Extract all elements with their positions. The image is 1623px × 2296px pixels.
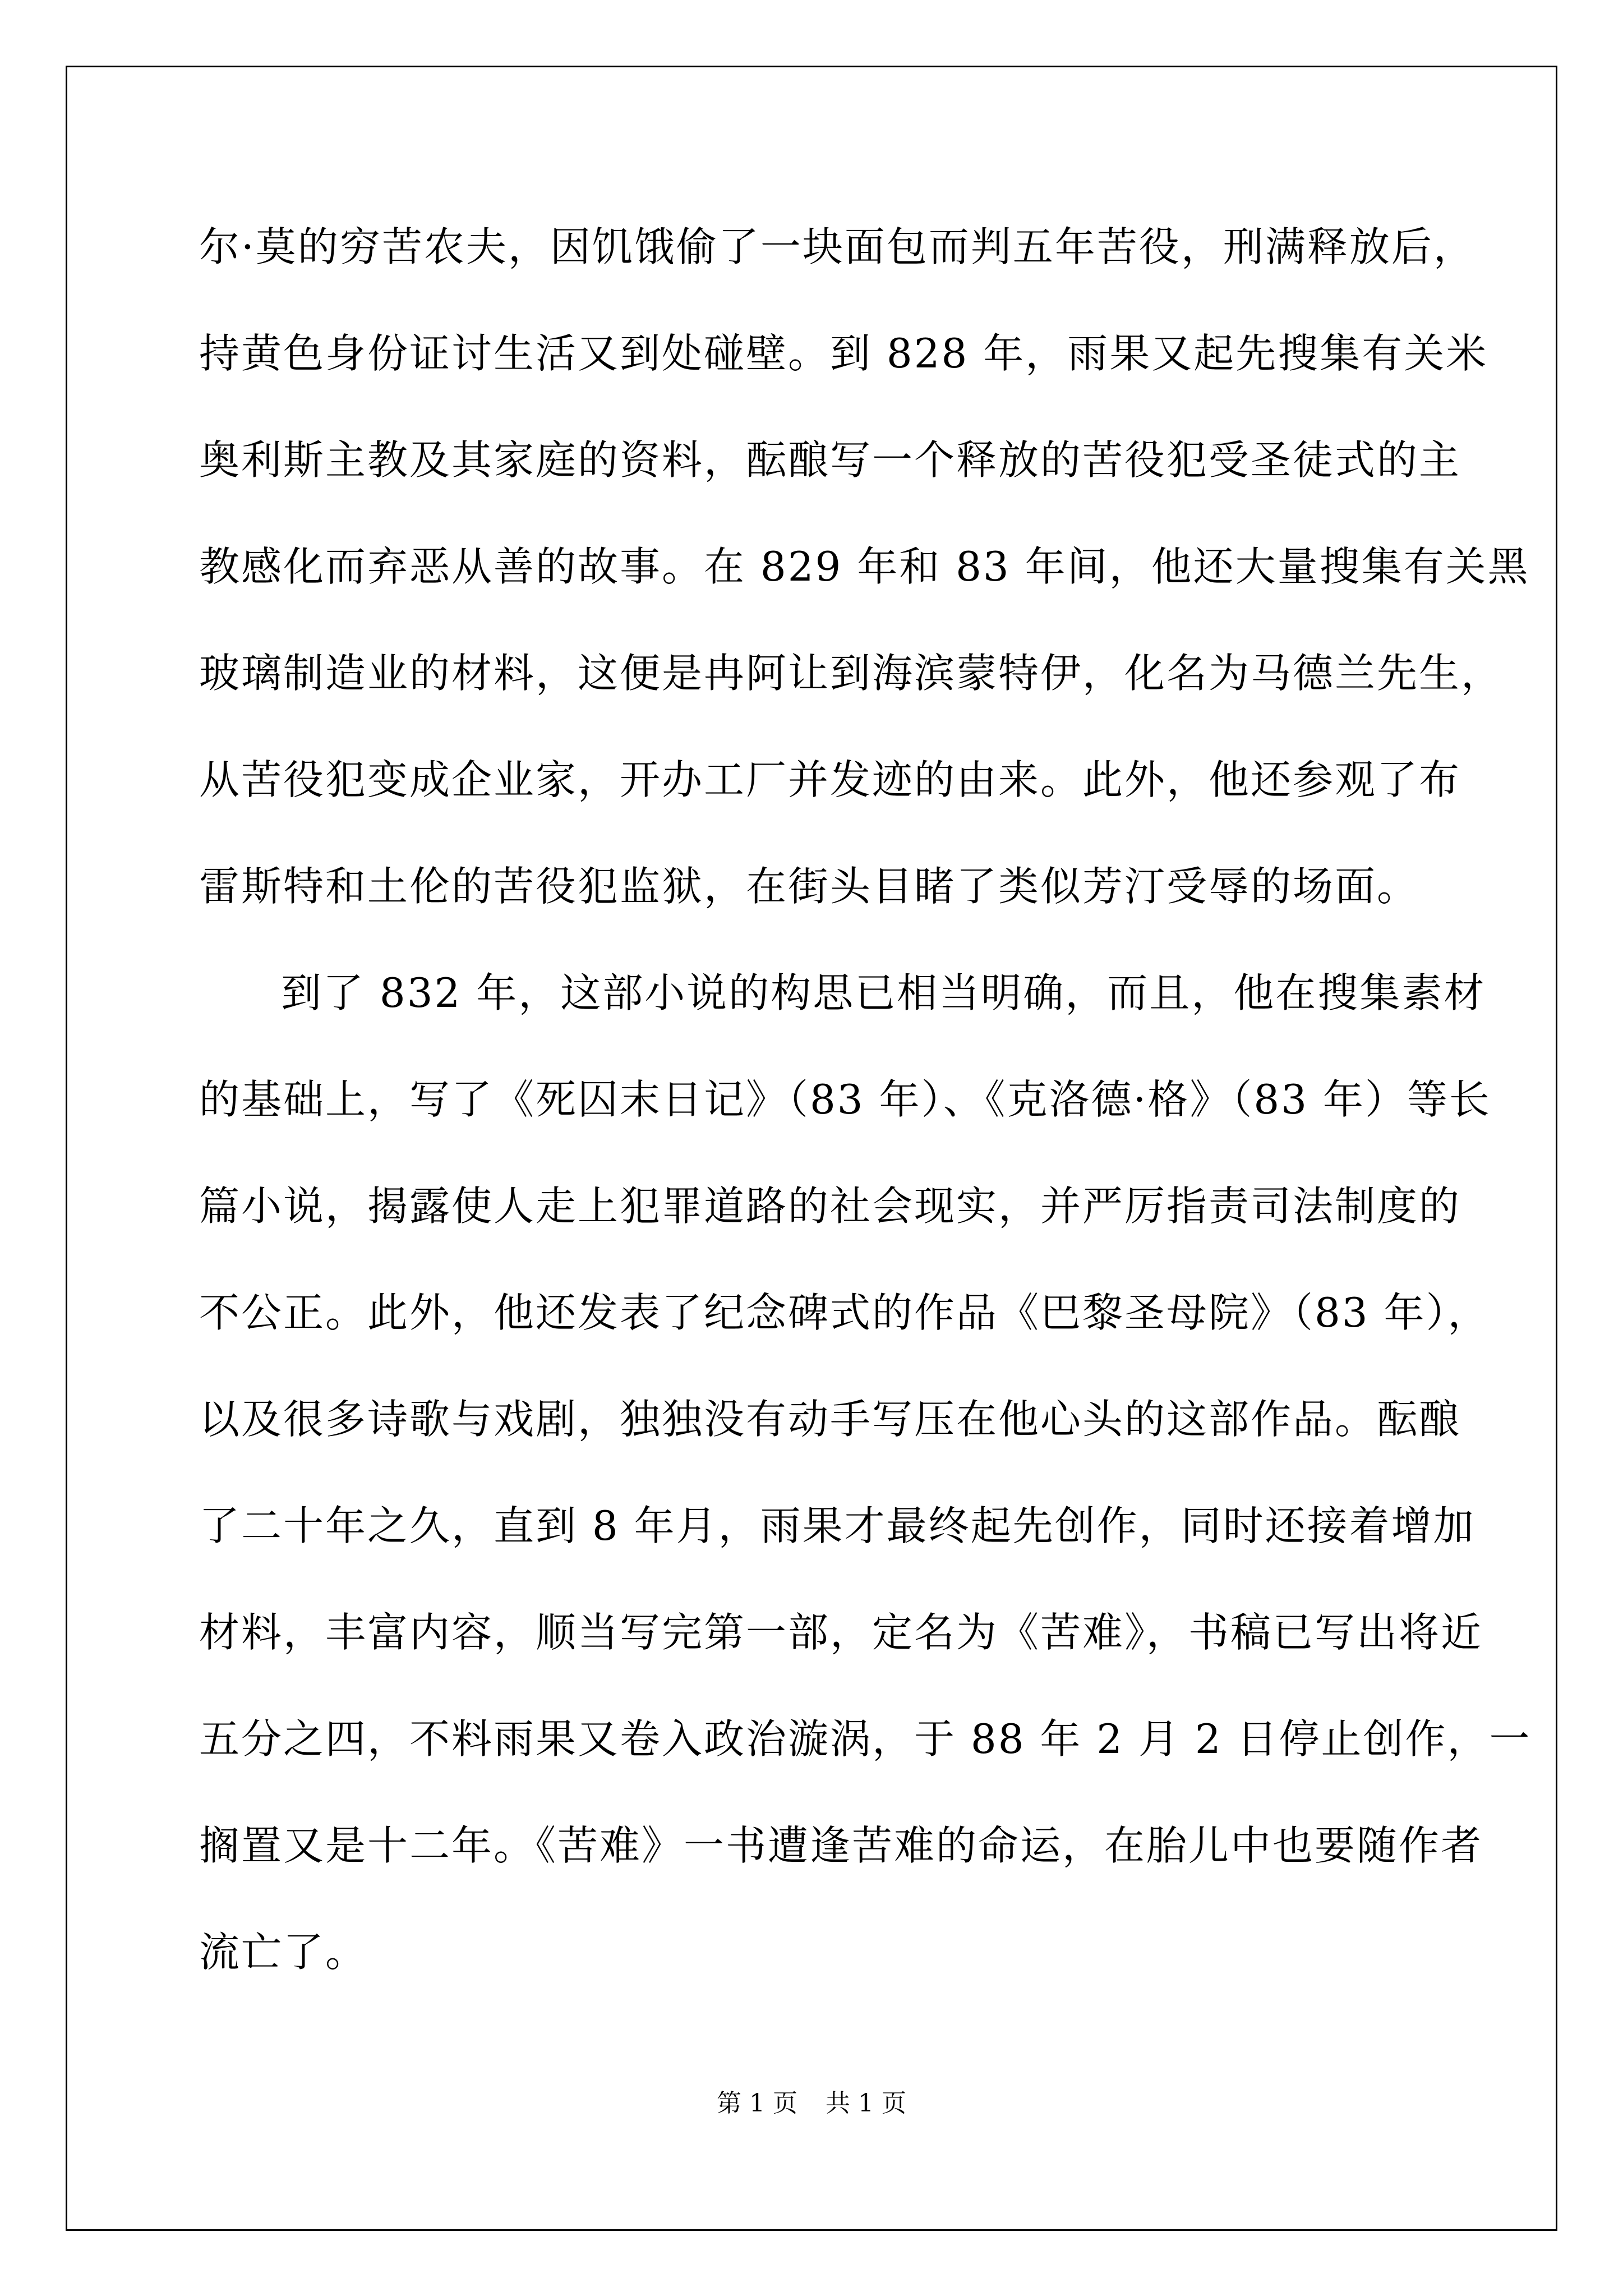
page-footer — [0, 2087, 1623, 2120]
text-line: 搁置又是十二年。《苦难》一书遭逢苦难的命运，在胎儿中也要随作者 — [199, 1822, 1483, 1869]
text-line: 的基础上，写了《死囚末日记》（83 年）、《克洛德·格》（83 年）等长 — [199, 1076, 1491, 1123]
page-number: 第 1 页 — [717, 2089, 797, 2118]
text-line: 篇小说，揭露使人走上犯罪道路的社会现实，并严厉指责司法制度的 — [199, 1182, 1461, 1230]
text-line-indented: 到了 832 年，这部小说的构思已相当明确，而且，他在搜集素材 — [281, 969, 1486, 1016]
text-line: 雷斯特和土伦的苦役犯监狱，在街头目睹了类似芳汀受辱的场面。 — [199, 863, 1419, 910]
text-line: 不公正。此外，他还发表了纪念碑式的作品《巴黎圣母院》（83 年）， — [199, 1289, 1490, 1336]
text-line: 材料，丰富内容，顺当写完第一部，定名为《苦难》，书稿已写出将近 — [199, 1609, 1483, 1656]
text-line: 了二十年之久，直到 8 年月，雨果才最终起先创作，同时还接着增加 — [199, 1502, 1476, 1549]
text-line: 流亡了。 — [199, 1929, 368, 1976]
text-line: 以及很多诗歌与戏剧，独独没有动手写压在他心头的这部作品。酝酿 — [199, 1396, 1461, 1443]
text-line: 持黄色身份证讨生活又到处碰壁。到 828 年，雨果又起先搜集有关米 — [199, 330, 1488, 377]
text-line: 教感化而弃恶从善的故事。在 829 年和 83 年间，他还大量搜集有关黑 — [199, 543, 1530, 590]
text-line: 玻璃制造业的材料，这便是冉阿让到海滨蒙特伊，化名为马德兰先生， — [199, 650, 1504, 697]
text-line: 五分之四，不料雨果又卷入政治漩涡，于 88 年 2 月 2 日停止创作，一 — [199, 1715, 1532, 1763]
page-total: 共 1 页 — [826, 2089, 906, 2118]
document-body — [199, 194, 1532, 2005]
text-line: 奥利斯主教及其家庭的资料，酝酿写一个释放的苦役犯受圣徒式的主 — [199, 436, 1461, 484]
text-line: 尔·莫的穷苦农夫，因饥饿偷了一块面包而判五年苦役，刑满释放后， — [199, 223, 1476, 270]
text-line: 从苦役犯变成企业家，开办工厂并发迹的由来。此外，他还参观了布 — [199, 756, 1461, 803]
